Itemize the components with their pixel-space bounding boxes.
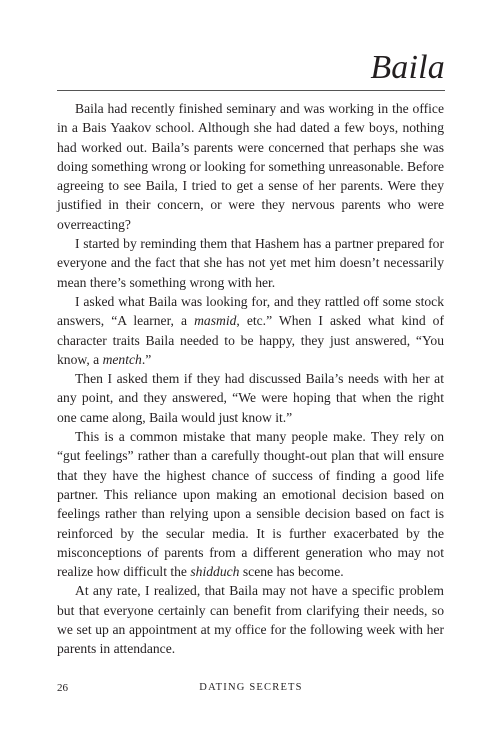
- paragraph: [57, 234, 444, 292]
- italic-term: shidduch: [190, 564, 240, 580]
- paragraph: [57, 427, 444, 581]
- paragraph: [57, 99, 444, 234]
- body-text: [57, 99, 444, 659]
- text-run: This is a common mistake that many people make. They rely on “gut feelings” rather than a carefully thought-out plan that will ensure that they have the highest chance of success of finding a good life partner. This reliance upon making an emotional decision based on feelings rather than relying upon a sensible decision based on fact is reinforced by the secular media. It is further exacerbated by the misconceptions of parents from a different generation who may not realize how difficult the: [57, 429, 444, 580]
- italic-term: mentch: [102, 351, 142, 367]
- page-number: 26: [57, 682, 68, 694]
- italic-term: masmid: [194, 313, 237, 329]
- running-title: DATING SECRETS: [199, 682, 303, 693]
- paragraph: [57, 369, 444, 427]
- text-run: I asked what Baila was looking for, and they rattled off some stock answers, “A learner, a: [57, 293, 444, 329]
- text-run: Baila had recently finished seminary and was working in the office in a Bais Yaakov school. Although she had dated a few boys, nothing had worked out. Baila’s parents were concerned that perhaps she was doing something wrong or looking for something unreasonable. Before agreeing to see Baila, I tried to get a sense of her parents. Were they justified in their concern, or were they nervous parents who were overreacting?: [57, 101, 444, 232]
- chapter-title: Baila: [370, 49, 445, 86]
- paragraph: [57, 292, 444, 369]
- paragraph: [57, 581, 444, 658]
- title-divider: [57, 90, 445, 91]
- text-run: Then I asked them if they had discussed Baila’s needs with her at any point, and they answered, “We were hoping that when the right one came along, Baila would just know it.”: [57, 371, 444, 425]
- text-run: scene has become.: [239, 564, 344, 580]
- text-run: .”: [141, 351, 152, 367]
- text-run: , etc.” When I asked what kind of character traits Baila needed to be happy, they just answered, “You know, a: [57, 313, 444, 367]
- text-run: At any rate, I realized, that Baila may not have a specific problem but that everyone certainly can benefit from clarifying their needs, so we set up an appointment at my office for the following week with her parents in attendance.: [57, 583, 444, 657]
- text-run: I started by reminding them that Hashem has a partner prepared for everyone and the fact that she has not yet met him doesn’t necessarily mean there’s something wrong with her.: [57, 236, 444, 290]
